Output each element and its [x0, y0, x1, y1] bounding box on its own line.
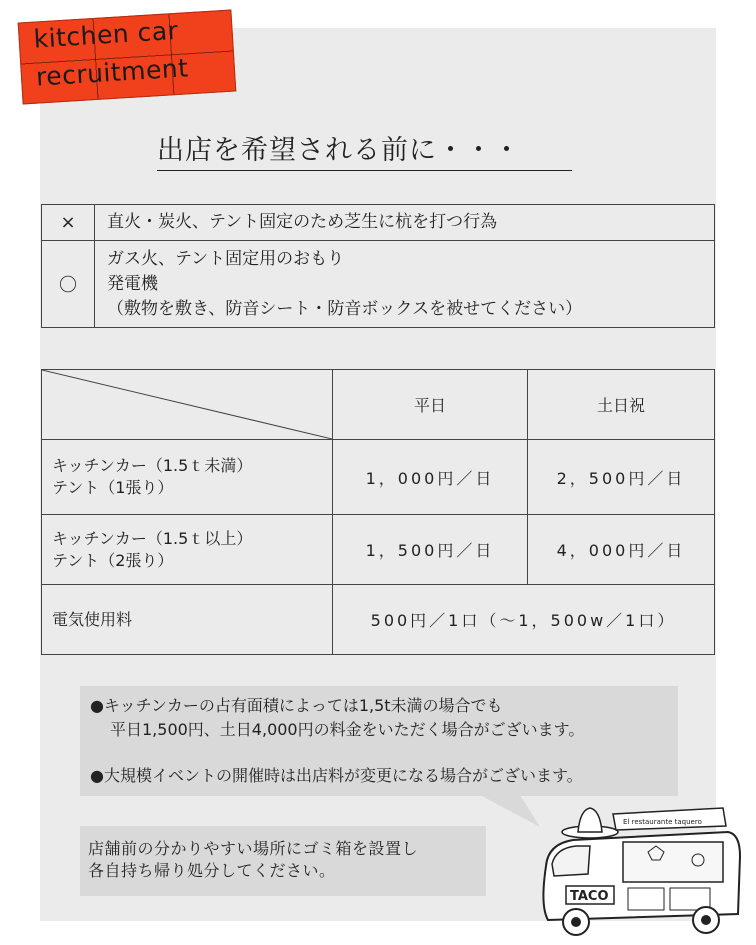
notice-line: ●大規模イベントの開催時は出店料が変更になる場合がございます。 — [90, 766, 583, 785]
fee-label-line: キッチンカー（1.5ｔ以上） — [52, 528, 253, 548]
diagonal-header-cell — [42, 370, 333, 440]
allowed-line: ガス火、テント固定用のおもり — [107, 248, 345, 269]
notice-line: ●キッチンカーの占有面積によっては1,5t未満の場合でも — [90, 696, 503, 715]
fee-label-line: テント（2張り） — [52, 550, 174, 570]
rule-row-prohibited — [42, 205, 715, 241]
page-title: 出店を希望される前に・・・ — [157, 134, 572, 171]
trash-notice-line: 店舗前の分かりやすい場所にゴミ箱を設置し — [88, 839, 419, 858]
allowed-symbol: 〇 — [42, 241, 95, 328]
fee-table — [41, 369, 715, 655]
allowed-text — [95, 241, 715, 328]
allowed-line: 発電機 — [107, 273, 158, 294]
rule-row-allowed — [42, 241, 715, 328]
fee-label-line: テント（1張り） — [52, 478, 174, 497]
prohibited-line: 直火・炭火、テント固定のため芝生に杭を打つ行為 — [107, 212, 498, 232]
recruitment-stamp — [18, 10, 237, 105]
food-truck-illustration — [528, 796, 748, 941]
electric-fee: 500円／1口（～1，500w／1口） — [333, 585, 715, 655]
trash-notice-box — [80, 826, 486, 896]
diagonal-line — [42, 370, 332, 439]
electric-row — [42, 585, 715, 655]
notice-box — [80, 686, 678, 796]
weekend-header: 土日祝 — [528, 370, 715, 440]
weekday-fee: 1，500円／日 — [333, 515, 528, 585]
fee-row — [42, 440, 715, 515]
fee-row-label — [42, 515, 333, 585]
fee-row — [42, 515, 715, 585]
weekday-header: 平日 — [333, 370, 528, 440]
weekend-fee: 4，000円／日 — [528, 515, 715, 585]
truck-banner: El restaurante taquero — [623, 818, 702, 826]
stamp-line2: recruitment — [35, 53, 190, 92]
fee-row-label — [42, 440, 333, 515]
truck-sign: TACO — [570, 889, 609, 904]
fee-label-line: キッチンカー（1.5ｔ未満） — [52, 456, 253, 475]
electric-label: 電気使用料 — [42, 585, 333, 655]
prohibited-text — [95, 205, 715, 241]
rules-table — [41, 204, 715, 328]
prohibited-symbol: × — [42, 205, 95, 241]
stamp-line1: kitchen car — [32, 15, 180, 54]
trash-notice-line: 各自持ち帰り処分してください。 — [88, 861, 336, 880]
fee-header-row — [42, 370, 715, 440]
allowed-line: （敷物を敷き、防音シート・防音ボックスを被せてください） — [107, 298, 583, 319]
weekend-fee: 2，500円／日 — [528, 440, 715, 515]
notice-line: 平日1,500円、土日4,000円の料金をいただく場合がございます。 — [110, 720, 585, 739]
weekday-fee: 1，000円／日 — [333, 440, 528, 515]
